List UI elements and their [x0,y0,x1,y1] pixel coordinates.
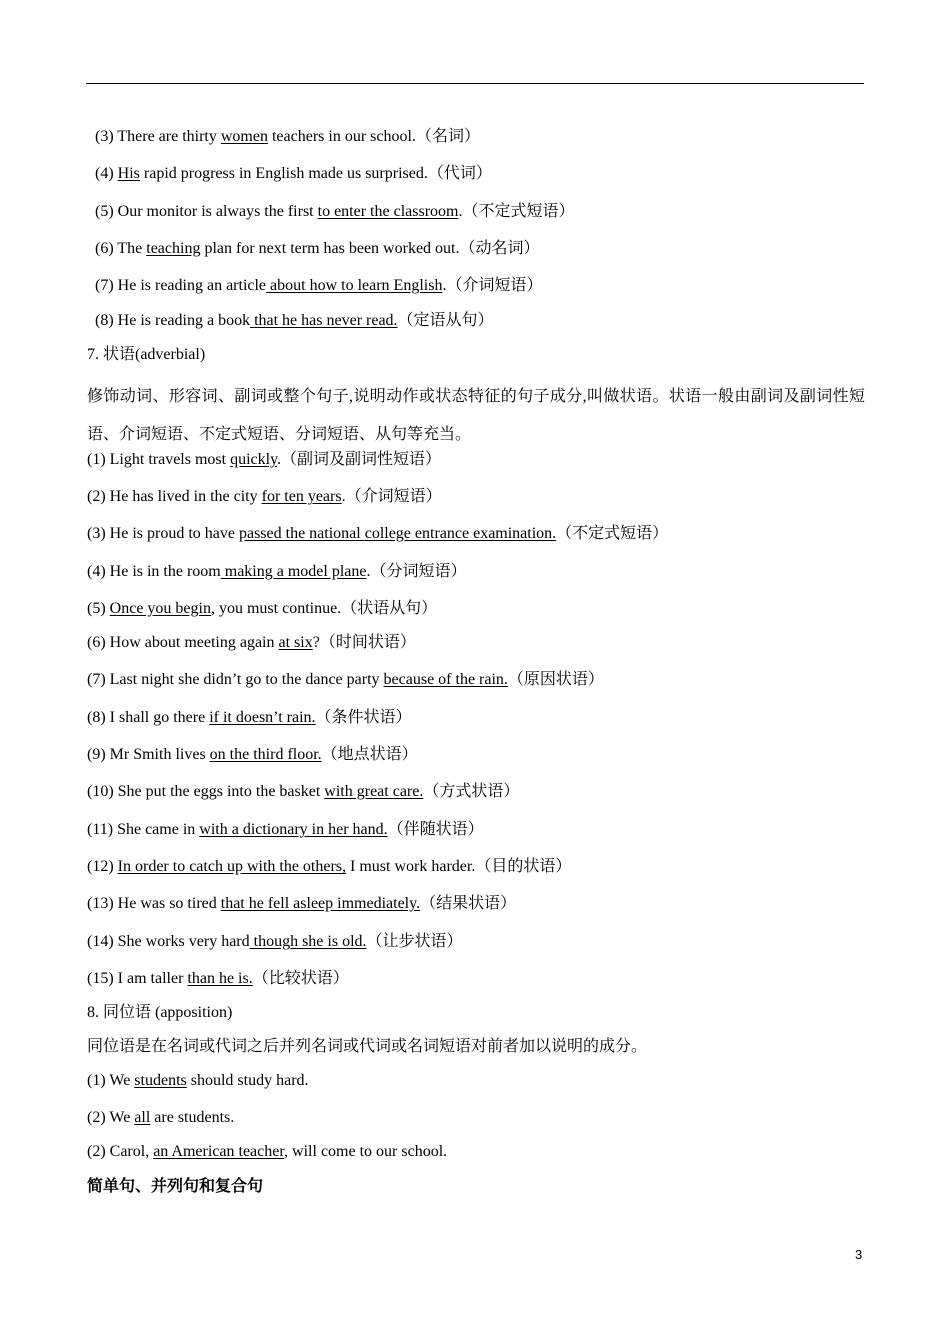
text-span: (12) [87,858,118,875]
text-span: (1) Light travels most [87,451,231,468]
text-span: (3) He is proud to have [87,525,239,542]
text-span: （伴随状语） [387,821,484,838]
text-span: (1) We [87,1072,135,1089]
text-span: , you must continue.（状语从句） [210,600,438,617]
underlined-phrase: if it doesn’t rain. [209,709,316,726]
text-line [87,670,604,690]
underlined-phrase: making a model plane [220,563,367,580]
text-span: (8) I shall go there [87,709,210,726]
text-span: .（介词短语） [341,488,442,505]
text-span: 简单句、并列句和复合句 [87,1178,264,1195]
underlined-phrase: In order to catch up with the others, [117,858,347,875]
text-span: (13) He was so tired [87,895,221,912]
text-line [95,164,492,184]
text-span: （方式状语） [423,783,520,800]
text-span: (7) Last night she didn’t go to the dance party [87,671,384,688]
underlined-phrase: that he has never read. [250,312,398,329]
text-line [87,599,437,619]
text-line [87,1037,647,1057]
text-span: are students. [150,1109,235,1126]
text-span: .（分词短语） [366,563,467,580]
text-line [87,562,467,582]
section-heading [87,1177,263,1197]
text-line [87,345,205,365]
text-span: （原因状语） [507,671,604,688]
text-span: (15) I am taller [87,970,188,987]
text-line [95,276,542,296]
text-span: （条件状语） [315,709,412,726]
text-line [87,1142,447,1162]
underlined-phrase: women [220,128,268,145]
underlined-phrase: that he fell asleep immediately. [220,895,421,912]
underlined-phrase: on the third floor. [209,746,322,763]
text-span: （比较状语） [252,970,349,987]
underlined-phrase: an American teacher [153,1143,285,1160]
text-span: （结果状语） [420,895,517,912]
underlined-phrase: with a dictionary in her hand. [199,821,388,838]
text-span: 同位语是在名词或代词之后并列名词或代词或名词短语对前者加以说明的成分。 [87,1038,648,1055]
page-number: 3 [855,1247,863,1262]
text-span: .（副词及副词性短语） [277,451,442,468]
text-span: (8) He is reading a book [95,312,251,329]
text-line [87,932,463,952]
text-span: I must work harder.（目的状语） [346,858,572,875]
text-line [87,1071,309,1091]
text-span: 8. 同位语 (apposition) [87,1004,233,1021]
text-line [87,1003,232,1023]
text-line [95,311,494,331]
underlined-phrase: for ten years [261,488,342,505]
text-span: should study hard. [186,1072,309,1089]
text-line [87,745,418,765]
text-span: .（不定式短语） [458,203,575,220]
text-span: .（介词短语） [442,277,543,294]
text-span: (7) He is reading an article [95,277,267,294]
text-line [95,127,480,147]
text-line [87,524,668,544]
text-span: （不定式短语） [556,525,669,542]
text-span: (10) She put the eggs into the basket [87,783,325,800]
text-line [87,857,571,877]
text-line [95,202,574,222]
text-line [87,820,484,840]
adverbial-definition: 修饰动词、形容词、副词或整个句子,说明动作或状态特征的句子成分,叫做状语。状语一般由副词及副词性短语、介词短语、不定式短语、分词短语、从句等充当。 [87,388,865,443]
underlined-phrase: than he is. [187,970,253,987]
text-line [87,708,412,728]
text-span: (5) Our monitor is always the first [95,203,318,220]
text-span: (6) The [95,240,147,257]
underlined-phrase: teaching [146,240,201,257]
underlined-phrase: though she is old. [249,933,367,950]
underlined-phrase: His [117,165,140,182]
text-span: （让步状语） [366,933,463,950]
text-span: ?（时间状语） [312,634,416,651]
underlined-phrase: passed the national college entrance examination. [238,525,557,542]
text-span: (9) Mr Smith lives [87,746,210,763]
text-span: plan for next term has been worked out.（动名词） [200,240,540,257]
text-span: teachers in our school.（名词） [267,128,480,145]
text-span: （定语从句） [397,312,494,329]
underlined-phrase: with great care. [324,783,424,800]
text-span: (11) She came in [87,821,200,838]
text-span: (4) [95,165,118,182]
text-span: (2) He has lived in the city [87,488,262,505]
text-line [87,633,416,653]
text-span: (3) There are thirty [95,128,221,145]
text-line [87,894,516,914]
text-span: (2) We [87,1109,135,1126]
underlined-phrase: Once you begin [109,600,211,617]
text-span: （地点状语） [321,746,418,763]
text-span: (6) How about meeting again [87,634,279,651]
underlined-phrase: quickly [230,451,278,468]
text-span: (4) He is in the room [87,563,221,580]
underlined-phrase: all [134,1109,151,1126]
underlined-phrase: because of the rain. [383,671,508,688]
text-line [95,239,540,259]
text-span: , will come to our school. [284,1143,448,1160]
underlined-phrase: at six [278,634,313,651]
text-line [87,487,442,507]
text-span: rapid progress in English made us surprised.（代词） [139,165,492,182]
text-span: (5) [87,600,110,617]
underlined-phrase: students [134,1072,187,1089]
underlined-phrase: to enter the classroom [317,203,459,220]
text-span: (14) She works very hard [87,933,250,950]
header-rule [86,83,864,84]
text-span: (2) Carol, [87,1143,154,1160]
text-span: 7. 状语(adverbial) [87,346,206,363]
text-line [87,1108,234,1128]
text-line [87,782,519,802]
text-line [87,969,349,989]
underlined-phrase: about how to learn English [266,277,443,294]
